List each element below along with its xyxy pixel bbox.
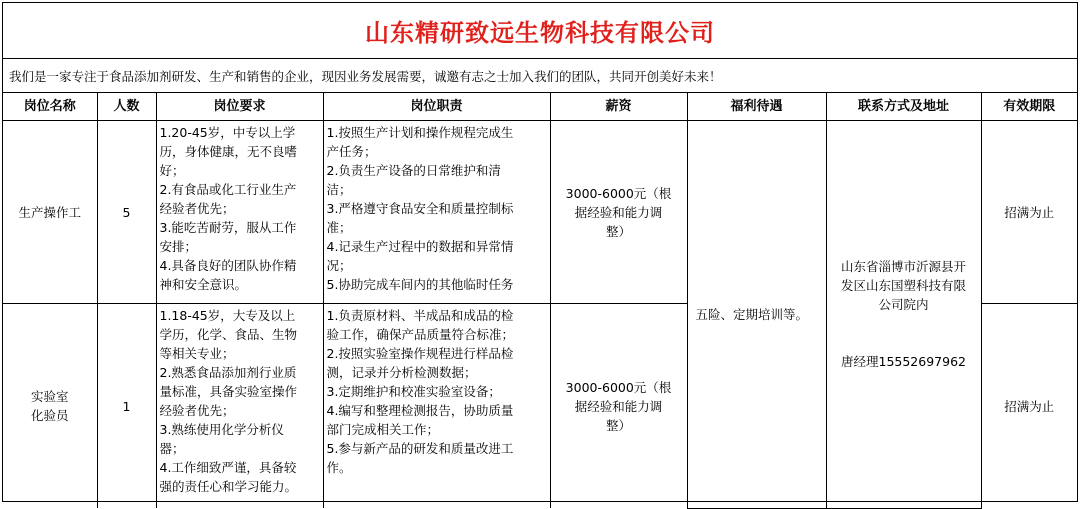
- requirement-line: 学历，化学、食品、生物: [159, 327, 298, 342]
- job-duties: [323, 304, 550, 509]
- job-name: [3, 304, 97, 509]
- duty-line: 4.记录生产过程中的数据和异常情: [326, 239, 514, 254]
- table-row: [3, 121, 1077, 304]
- job-name-line: 化验员: [30, 408, 69, 423]
- requirement-line: 3.能吃苦耐劳，服从工作: [159, 220, 297, 235]
- header-requirements: 岗位要求: [156, 93, 323, 121]
- job-table: [3, 93, 1077, 509]
- requirement-line: 量标准，具备实验室操作: [159, 384, 298, 399]
- job-salary: [550, 121, 687, 304]
- requirement-line: 1.20-45岁，中专以上学: [159, 125, 296, 140]
- duty-line: 作。: [326, 460, 352, 475]
- contact-cell: [826, 121, 981, 509]
- salary-line: 整）: [605, 417, 631, 433]
- header-count: 人数: [97, 93, 156, 121]
- duty-line: 洁；: [326, 182, 352, 197]
- job-requirements: [156, 304, 323, 509]
- requirement-line: 器；: [159, 441, 185, 456]
- requirement-line: 4.工作细致严谨，具备较: [159, 460, 297, 475]
- duty-line: 5.协助完成车间内的其他临时任务: [326, 277, 514, 292]
- job-name-line: 实验室: [30, 389, 69, 404]
- duty-line: 验工作，确保产品质量符合标准；: [326, 327, 515, 342]
- header-duties: 岗位职责: [323, 93, 550, 121]
- job-name: 生产操作工: [3, 121, 97, 304]
- requirement-line: 2.有食品或化工行业生产: [159, 182, 297, 197]
- requirement-line: 历，身体健康，无不良嗜: [159, 144, 298, 159]
- duty-line: 5.参与新产品的研发和质量改进工: [326, 441, 514, 456]
- benefits-cell: 五险、定期培训等。: [687, 121, 826, 509]
- salary-line: 3000-6000元（根: [565, 185, 672, 201]
- header-contact: 联系方式及地址: [826, 93, 981, 121]
- duty-line: 3.定期维护和校准实验室设备；: [326, 384, 501, 399]
- salary-line: 3000-6000元（根: [565, 379, 672, 395]
- intro-text: 我们是一家专注于食品添加剂研发、生产和销售的企业，现因业务发展需要，诚邀有志之士加入我们的团队，共同开创美好未来！: [3, 59, 1077, 93]
- salary-line: 据经验和能力调: [574, 204, 663, 220]
- requirement-line: 安排；: [159, 239, 198, 254]
- duty-line: 况；: [326, 258, 352, 273]
- job-requirements: [156, 121, 323, 304]
- address-line: 山东省淄博市沂源县开: [840, 259, 966, 275]
- requirement-line: 神和安全意识。: [159, 277, 248, 292]
- address-line: 公司院内: [878, 297, 929, 313]
- duty-line: 4.编写和整理检测报告，协助质量: [326, 403, 514, 418]
- salary-line: 据经验和能力调: [574, 398, 663, 414]
- requirement-line: 4.具备良好的团队协作精: [159, 258, 297, 273]
- header-position: 岗位名称: [3, 93, 97, 121]
- duty-line: 1.按照生产计划和操作规程完成生: [326, 125, 514, 140]
- contact-phone: 唐经理15552697962: [841, 354, 966, 370]
- job-duties: [323, 121, 550, 304]
- address-line: 发区山东国塑科技有限: [840, 278, 966, 294]
- duty-line: 产任务；: [326, 144, 377, 159]
- requirement-line: 3.熟练使用化学分析仪: [159, 422, 284, 437]
- header-row: [3, 93, 1077, 121]
- spacer: [831, 314, 977, 352]
- requirement-line: 经验者优先；: [159, 403, 235, 418]
- header-salary: 薪资: [550, 93, 687, 121]
- duty-line: 测，记录并分析检测数据；: [326, 365, 477, 380]
- duty-line: 2.负责生产设备的日常维护和清: [326, 163, 501, 178]
- job-salary: [550, 304, 687, 509]
- header-benefits: 福利待遇: [687, 93, 826, 121]
- duty-line: 部门完成相关工作；: [326, 422, 440, 437]
- job-validity: 招满为止: [981, 121, 1077, 304]
- duty-line: 准；: [326, 220, 352, 235]
- duty-line: 2.按照实验室操作规程进行样品检: [326, 346, 514, 361]
- recruitment-sheet: [2, 2, 1078, 502]
- company-title: 山东精研致远生物科技有限公司: [3, 3, 1077, 59]
- requirement-line: 经验者优先；: [159, 201, 235, 216]
- duty-line: 1.负责原材料、半成品和成品的检: [326, 308, 514, 323]
- duty-line: 3.严格遵守食品安全和质量控制标: [326, 201, 514, 216]
- requirement-line: 好；: [159, 163, 185, 178]
- header-validity: 有效期限: [981, 93, 1077, 121]
- requirement-line: 强的责任心和学习能力。: [159, 479, 298, 494]
- salary-line: 整）: [605, 223, 631, 239]
- job-count: 1: [97, 304, 156, 509]
- requirement-line: 等相关专业；: [159, 346, 235, 361]
- job-validity: 招满为止: [981, 304, 1077, 509]
- job-count: 5: [97, 121, 156, 304]
- requirement-line: 1.18-45岁，大专及以上: [159, 308, 296, 323]
- requirement-line: 2.熟悉食品添加剂行业质: [159, 365, 297, 380]
